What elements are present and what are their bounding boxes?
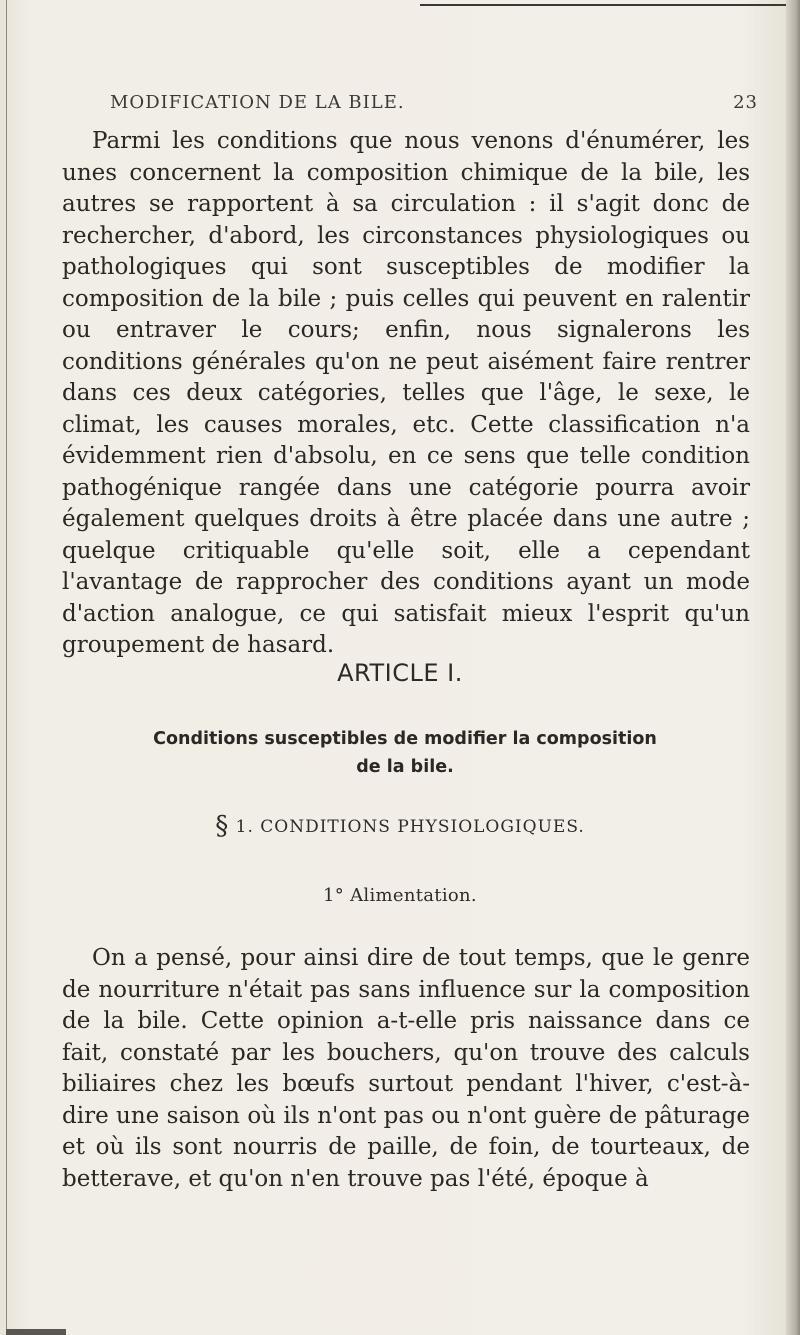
article-subtitle-line-1: Conditions susceptibles de modifier la composition <box>153 729 657 749</box>
running-header <box>80 84 760 118</box>
alimentation-paragraph-block <box>62 943 750 1195</box>
page-number: 23 <box>733 92 758 113</box>
section-heading <box>0 811 800 841</box>
article-subtitle <box>60 725 750 781</box>
intro-paragraph-block <box>62 126 750 662</box>
running-header-title: MODIFICATION DE LA BILE. <box>110 92 405 113</box>
page-top-edge <box>420 4 790 6</box>
page-bottom-edge <box>6 1329 66 1335</box>
section-number: 1. <box>235 817 254 837</box>
article-heading: ARTICLE I. <box>337 659 463 687</box>
section-title: CONDITIONS PHYSIOLOGIQUES. <box>260 817 585 837</box>
subsection-heading: 1° Alimentation. <box>323 885 477 906</box>
section-sign: § <box>215 811 230 841</box>
alimentation-paragraph: On a pensé, pour ainsi dire de tout temps, que le genre de nourriture n'était pas sans influence sur la composition de la bile. Cette opinion a-t-elle pris naissance dans ce fait, constaté par les bouchers, qu'on trouve des calculs biliaires chez les bœufs surtout pendant l'hiver, c'est-à-dire une saison où ils n'ont pas ou n'ont guère de pâturage et où ils sont nourris de paille, de foin, de tourteaux, de betterave, et qu'on n'en trouve pas l'été, époque à <box>62 945 750 1192</box>
intro-paragraph: Parmi les conditions que nous venons d'énumérer, les unes concernent la composition chimique de la bile, les autres se rapportent à sa circulation : il s'agit donc de rechercher, d'abord, les circonstances physiologiques ou pathologiques qui sont susceptibles de modifier la composition de la bile ; puis celles qui peuvent en ralentir ou entraver le cours; enfin, nous signalerons les conditions générales qu'on ne peut aisément faire rentrer dans ces deux catégories, telles que l'âge, le sexe, le climat, les causes morales, etc. Cette classification n'a évidemment rien d'absolu, en ce sens que telle condition pathogénique rangée dans une catégorie pourra avoir également quelques droits à être placée dans une autre ; quelque critiquable qu'elle soit, elle a cependant l'avantage de rapprocher des conditions ayant un mode d'action analogue, ce qui satisfait mieux l'esprit qu'un groupement de hasard. <box>62 128 750 658</box>
article-subtitle-line-2: de la bile. <box>356 757 454 777</box>
